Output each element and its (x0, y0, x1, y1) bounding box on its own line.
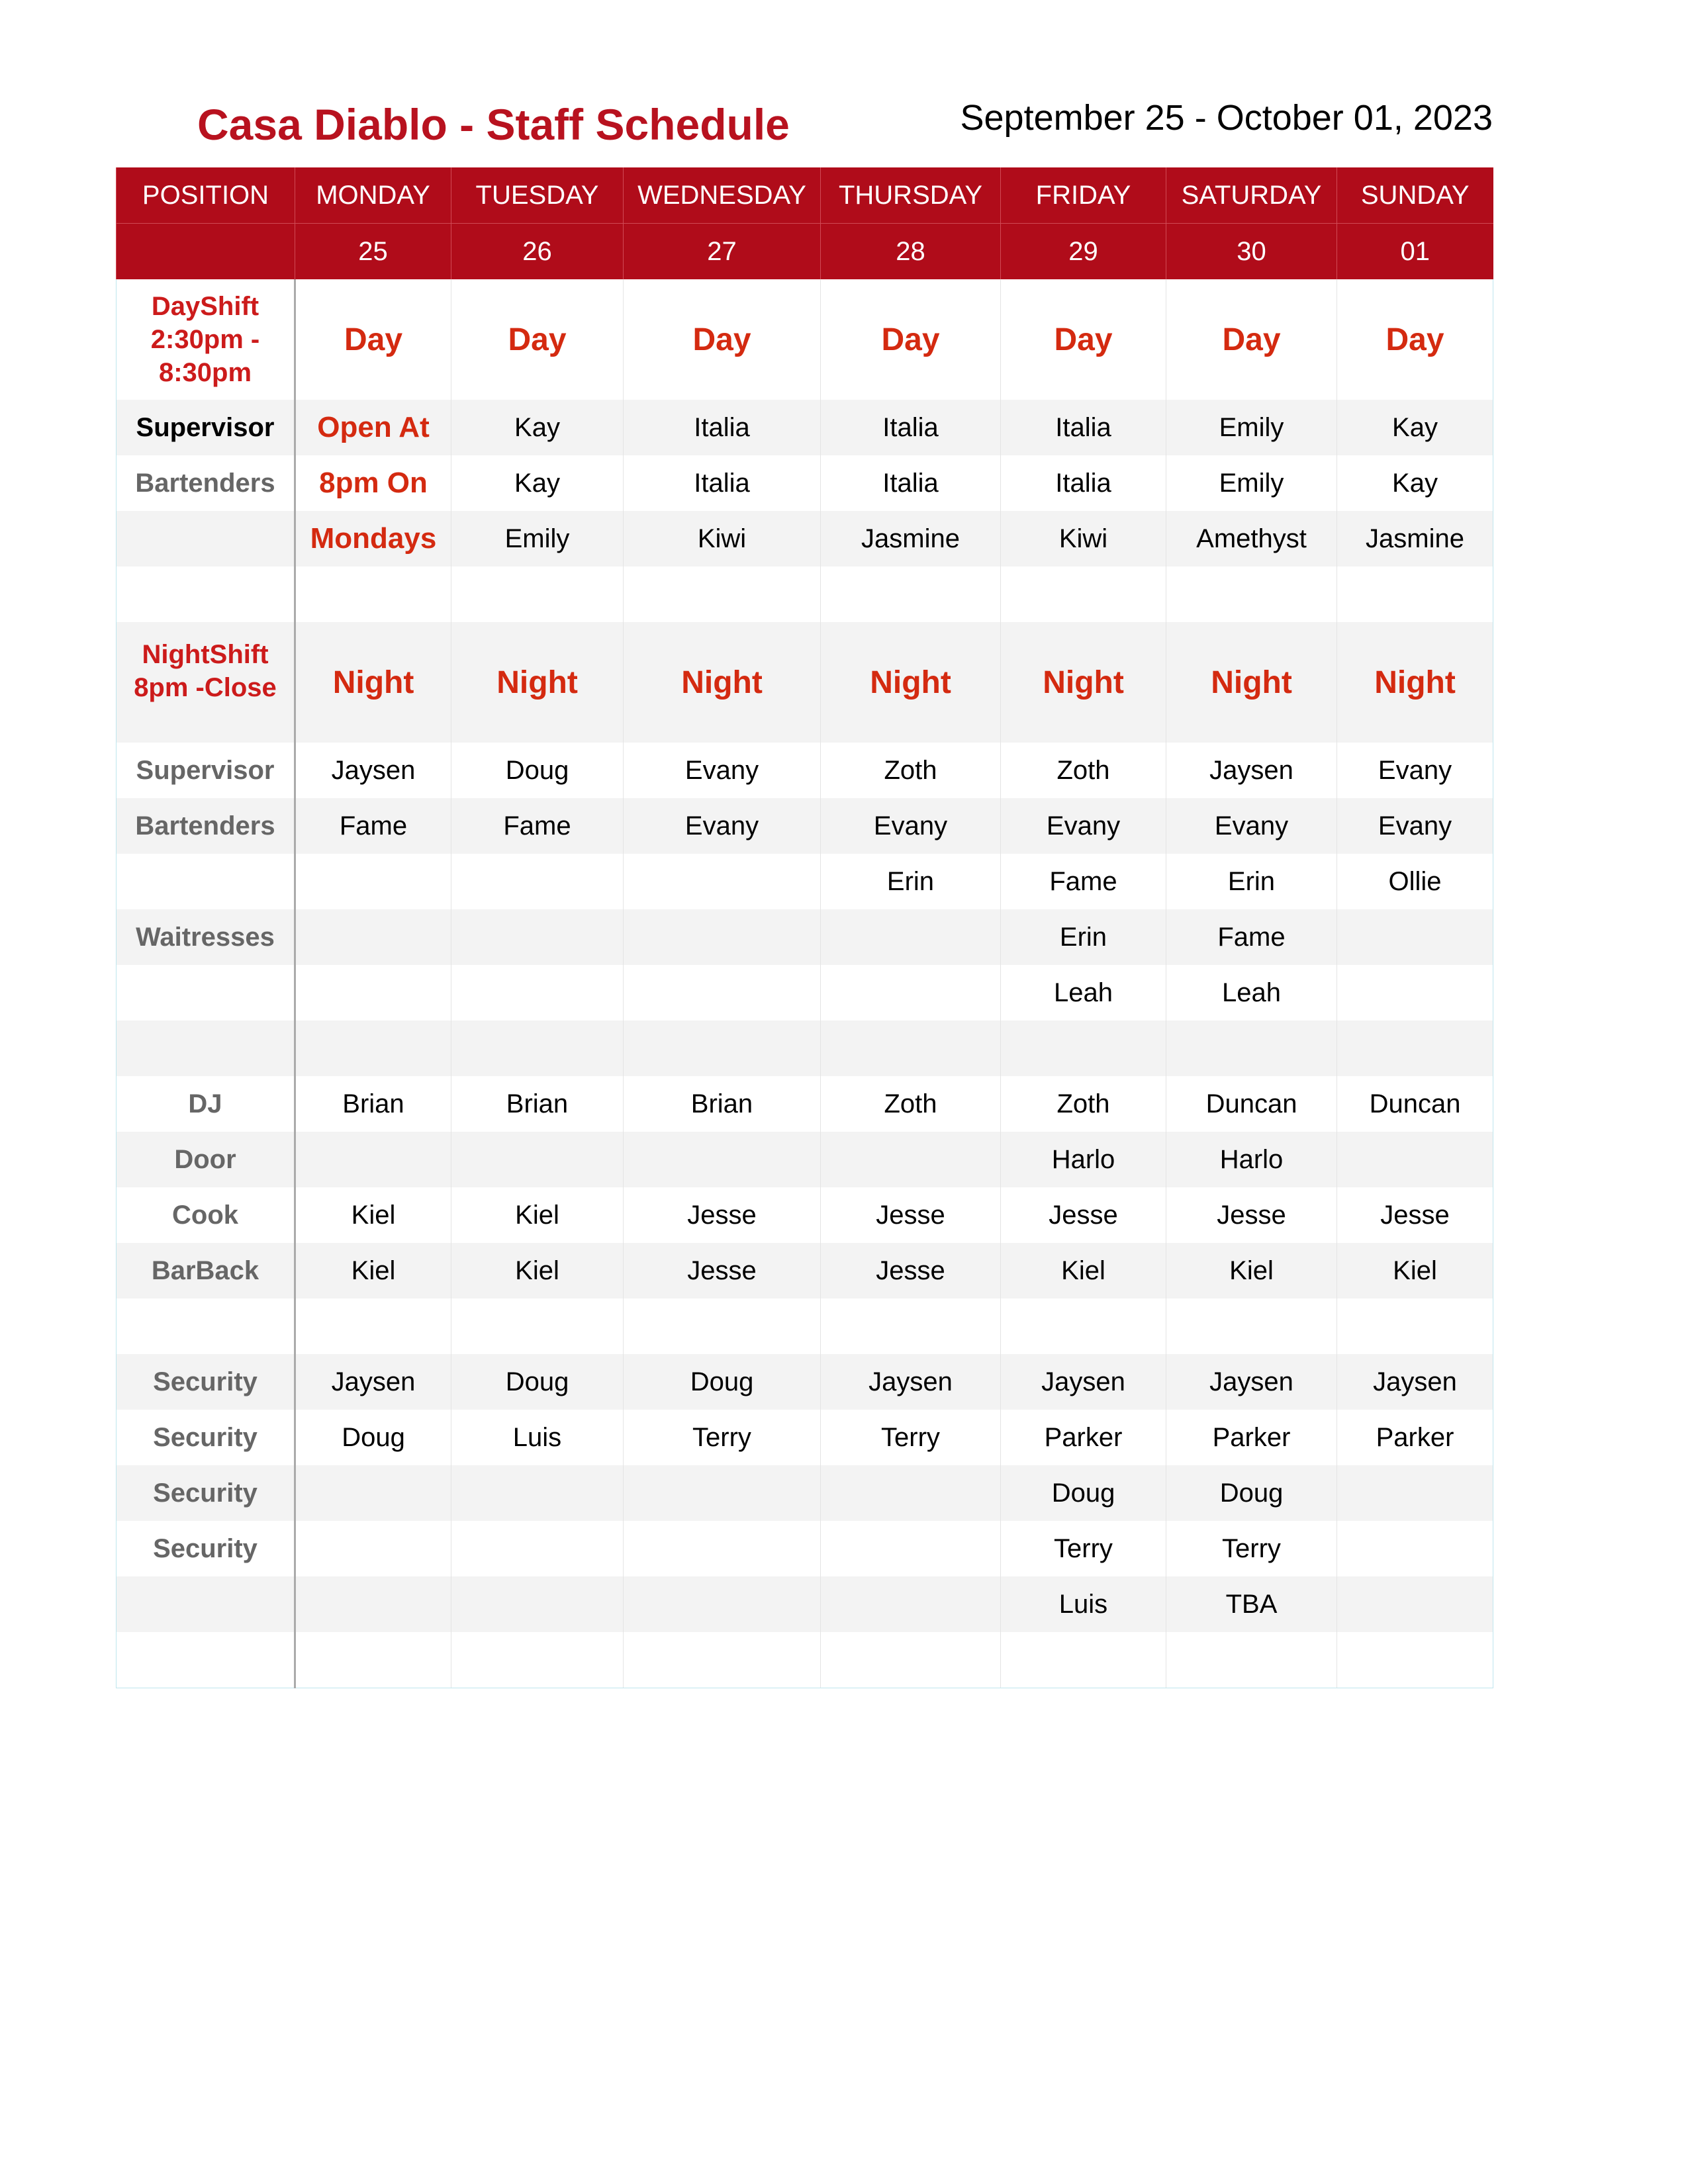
schedule-cell (821, 1632, 1001, 1688)
schedule-cell: Erin (821, 854, 1001, 909)
day-header-row (117, 167, 1493, 224)
dayshift-label: DayShift 2:30pm - 8:30pm (117, 279, 295, 400)
schedule-cell (821, 965, 1001, 1021)
schedule-cell (624, 1132, 821, 1187)
schedule-cell (451, 854, 624, 909)
schedule-cell (295, 1465, 451, 1521)
position-label (117, 567, 295, 622)
schedule-cell: Kiel (295, 1187, 451, 1243)
schedule-cell (295, 1632, 451, 1688)
position-label (117, 965, 295, 1021)
schedule-cell (295, 1298, 451, 1354)
date-header (117, 224, 295, 280)
position-label (117, 1576, 295, 1632)
schedule-cell: Kay (451, 400, 624, 455)
table-row (117, 567, 1493, 622)
schedule-cell: Jesse (1001, 1187, 1166, 1243)
schedule-cell: Jesse (821, 1187, 1001, 1243)
table-row (117, 798, 1493, 854)
schedule-cell: Jaysen (1166, 743, 1337, 798)
column-header: MONDAY (295, 167, 451, 224)
schedule-cell (451, 1021, 624, 1076)
schedule-cell: Terry (1001, 1521, 1166, 1576)
schedule-cell: Fame (1166, 909, 1337, 965)
table-row (117, 1187, 1493, 1243)
schedule-cell: Duncan (1166, 1076, 1337, 1132)
table-row (117, 400, 1493, 455)
schedule-cell: Italia (1001, 455, 1166, 511)
schedule-cell: Kiel (1166, 1243, 1337, 1298)
table-row (117, 909, 1493, 965)
table-row (117, 1298, 1493, 1354)
date-header: 29 (1001, 224, 1166, 280)
schedule-cell: Ollie (1337, 854, 1493, 909)
schedule-cell: TBA (1166, 1576, 1337, 1632)
position-label (117, 1632, 295, 1688)
schedule-cell: Night (1166, 622, 1337, 743)
schedule-cell: Emily (1166, 455, 1337, 511)
schedule-cell (451, 1576, 624, 1632)
position-label: Door (117, 1132, 295, 1187)
schedule-cell: Emily (451, 511, 624, 567)
schedule-cell: Jesse (1166, 1187, 1337, 1243)
schedule-cell: Doug (624, 1354, 821, 1410)
schedule-cell: Brian (451, 1076, 624, 1132)
table-row (117, 965, 1493, 1021)
schedule-cell: Jaysen (821, 1354, 1001, 1410)
schedule-cell: Jasmine (1337, 511, 1493, 567)
schedule-cell (1337, 909, 1493, 965)
schedule-cell: Night (624, 622, 821, 743)
table-row (117, 1021, 1493, 1076)
schedule-cell: Brian (624, 1076, 821, 1132)
schedule-cell: Fame (295, 798, 451, 854)
schedule-cell: Jaysen (1166, 1354, 1337, 1410)
schedule-cell (821, 909, 1001, 965)
table-row (117, 622, 1493, 743)
schedule-cell (821, 1465, 1001, 1521)
date-header: 30 (1166, 224, 1337, 280)
schedule-cell: 8pm On (295, 455, 451, 511)
nightshift-label-text: NightShift 8pm -Close (134, 640, 277, 702)
date-header: 28 (821, 224, 1001, 280)
schedule-body (117, 279, 1493, 1688)
column-header: SUNDAY (1337, 167, 1493, 224)
position-label: Waitresses (117, 909, 295, 965)
schedule-cell: Jasmine (821, 511, 1001, 567)
schedule-cell (295, 1021, 451, 1076)
schedule-cell (295, 854, 451, 909)
schedule-cell: Leah (1001, 965, 1166, 1021)
table-row (117, 1410, 1493, 1465)
schedule-cell: Day (1166, 279, 1337, 400)
schedule-cell: Night (451, 622, 624, 743)
position-label: Security (117, 1410, 295, 1465)
schedule-cell: Duncan (1337, 1076, 1493, 1132)
schedule-cell: Evany (1166, 798, 1337, 854)
schedule-cell: Zoth (1001, 743, 1166, 798)
schedule-cell (451, 1132, 624, 1187)
schedule-cell (295, 965, 451, 1021)
schedule-cell: Kiel (1001, 1243, 1166, 1298)
column-header: FRIDAY (1001, 167, 1166, 224)
position-label: Security (117, 1354, 295, 1410)
schedule-cell (821, 1576, 1001, 1632)
schedule-cell: Italia (821, 400, 1001, 455)
schedule-cell (1166, 1021, 1337, 1076)
schedule-cell: Zoth (1001, 1076, 1166, 1132)
schedule-cell: Erin (1001, 909, 1166, 965)
schedule-cell (1001, 1298, 1166, 1354)
schedule-cell (1166, 567, 1337, 622)
schedule-cell: Night (295, 622, 451, 743)
schedule-cell (821, 1521, 1001, 1576)
schedule-cell (1337, 1576, 1493, 1632)
table-row (117, 1576, 1493, 1632)
schedule-cell (451, 1632, 624, 1688)
position-label (117, 1021, 295, 1076)
table-row (117, 455, 1493, 511)
schedule-cell: Doug (1001, 1465, 1166, 1521)
schedule-cell (624, 1465, 821, 1521)
schedule-cell (295, 1132, 451, 1187)
schedule-cell: Fame (1001, 854, 1166, 909)
schedule-cell: Kiel (1337, 1243, 1493, 1298)
schedule-cell: Jesse (624, 1187, 821, 1243)
schedule-cell: Jaysen (295, 1354, 451, 1410)
schedule-cell (624, 1521, 821, 1576)
position-label (117, 854, 295, 909)
schedule-cell: Emily (1166, 400, 1337, 455)
date-header-row (117, 224, 1493, 280)
page-title: Casa Diablo - Staff Schedule (197, 100, 790, 149)
table-row (117, 1076, 1493, 1132)
position-label: Supervisor (117, 743, 295, 798)
schedule-cell: Italia (821, 455, 1001, 511)
schedule-cell (624, 854, 821, 909)
schedule-cell: Jesse (1337, 1187, 1493, 1243)
schedule-cell: Parker (1337, 1410, 1493, 1465)
date-header: 25 (295, 224, 451, 280)
schedule-cell (624, 1576, 821, 1632)
position-label: Security (117, 1465, 295, 1521)
schedule-cell: Day (1337, 279, 1493, 400)
schedule-cell (1337, 1298, 1493, 1354)
schedule-cell (451, 909, 624, 965)
schedule-cell: Parker (1166, 1410, 1337, 1465)
schedule-cell: Italia (624, 400, 821, 455)
schedule-cell (624, 567, 821, 622)
schedule-cell: Terry (624, 1410, 821, 1465)
schedule-cell (1001, 1632, 1166, 1688)
schedule-cell: Doug (1166, 1465, 1337, 1521)
position-label: DJ (117, 1076, 295, 1132)
schedule-cell (624, 1021, 821, 1076)
schedule-cell: Evany (821, 798, 1001, 854)
schedule-cell (624, 1632, 821, 1688)
schedule-cell: Fame (451, 798, 624, 854)
schedule-cell: Terry (1166, 1521, 1337, 1576)
column-header: SATURDAY (1166, 167, 1337, 224)
table-row (117, 1243, 1493, 1298)
schedule-cell: Amethyst (1166, 511, 1337, 567)
table-row (117, 1521, 1493, 1576)
schedule-cell: Kiel (451, 1187, 624, 1243)
schedule-cell: Italia (624, 455, 821, 511)
date-header: 26 (451, 224, 624, 280)
position-label (117, 511, 295, 567)
position-label: Security (117, 1521, 295, 1576)
schedule-cell: Brian (295, 1076, 451, 1132)
schedule-cell: Jaysen (295, 743, 451, 798)
schedule-cell (821, 1298, 1001, 1354)
schedule-cell: Mondays (295, 511, 451, 567)
schedule-cell: Day (451, 279, 624, 400)
date-range: September 25 - October 01, 2023 (960, 98, 1493, 138)
schedule-cell: Harlo (1166, 1132, 1337, 1187)
schedule-cell: Evany (1001, 798, 1166, 854)
schedule-cell: Night (1337, 622, 1493, 743)
table-row (117, 1465, 1493, 1521)
schedule-cell: Doug (295, 1410, 451, 1465)
schedule-cell: Evany (624, 743, 821, 798)
position-label: BarBack (117, 1243, 295, 1298)
table-row (117, 279, 1493, 400)
schedule-cell: Doug (451, 1354, 624, 1410)
position-label (117, 1298, 295, 1354)
schedule-cell (1001, 567, 1166, 622)
column-header: TUESDAY (451, 167, 624, 224)
schedule-cell: Leah (1166, 965, 1337, 1021)
schedule-cell (1166, 1632, 1337, 1688)
schedule-cell (295, 1521, 451, 1576)
schedule-cell: Kiel (451, 1243, 624, 1298)
schedule-cell: Day (821, 279, 1001, 400)
date-header: 27 (624, 224, 821, 280)
position-label: Supervisor (117, 400, 295, 455)
column-header: POSITION (117, 167, 295, 224)
schedule-cell (1337, 1465, 1493, 1521)
schedule-cell (451, 965, 624, 1021)
schedule-cell (295, 909, 451, 965)
schedule-cell (1337, 1132, 1493, 1187)
schedule-cell: Evany (624, 798, 821, 854)
schedule-cell: Parker (1001, 1410, 1166, 1465)
table-row (117, 511, 1493, 567)
position-label: Bartenders (117, 798, 295, 854)
schedule-cell: Kay (1337, 455, 1493, 511)
schedule-cell: Day (295, 279, 451, 400)
column-header: WEDNESDAY (624, 167, 821, 224)
table-row (117, 1354, 1493, 1410)
schedule-cell: Jaysen (1001, 1354, 1166, 1410)
schedule-cell: Erin (1166, 854, 1337, 909)
schedule-cell: Kiel (295, 1243, 451, 1298)
schedule-cell: Night (821, 622, 1001, 743)
schedule-cell (1166, 1298, 1337, 1354)
schedule-cell (295, 567, 451, 622)
column-header: THURSDAY (821, 167, 1001, 224)
schedule-cell: Night (1001, 622, 1166, 743)
schedule-cell (295, 1576, 451, 1632)
schedule-cell: Open At (295, 400, 451, 455)
position-label: Bartenders (117, 455, 295, 511)
schedule-cell: Kay (1337, 400, 1493, 455)
schedule-cell (624, 909, 821, 965)
schedule-table (116, 167, 1493, 1688)
schedule-cell (1001, 1021, 1166, 1076)
schedule-cell (821, 1132, 1001, 1187)
schedule-cell (1337, 965, 1493, 1021)
schedule-cell: Kiwi (624, 511, 821, 567)
schedule-cell: Day (624, 279, 821, 400)
schedule-cell (1337, 1632, 1493, 1688)
schedule-cell: Luis (1001, 1576, 1166, 1632)
schedule-cell: Jesse (821, 1243, 1001, 1298)
table-row (117, 743, 1493, 798)
schedule-cell (451, 1298, 624, 1354)
schedule-cell (451, 1465, 624, 1521)
schedule-cell (624, 1298, 821, 1354)
schedule-cell: Luis (451, 1410, 624, 1465)
schedule-cell (624, 965, 821, 1021)
schedule-cell: Zoth (821, 743, 1001, 798)
schedule-cell: Kiwi (1001, 511, 1166, 567)
position-label: Cook (117, 1187, 295, 1243)
schedule-cell: Italia (1001, 400, 1166, 455)
schedule-cell (821, 1021, 1001, 1076)
schedule-cell: Harlo (1001, 1132, 1166, 1187)
schedule-cell: Jesse (624, 1243, 821, 1298)
table-row (117, 1132, 1493, 1187)
table-row (117, 1632, 1493, 1688)
schedule-cell (1337, 1521, 1493, 1576)
schedule-cell (451, 567, 624, 622)
schedule-cell (1337, 1021, 1493, 1076)
schedule-cell: Kay (451, 455, 624, 511)
table-row (117, 854, 1493, 909)
schedule-cell: Evany (1337, 743, 1493, 798)
schedule-cell: Evany (1337, 798, 1493, 854)
schedule-cell (1337, 567, 1493, 622)
schedule-cell: Jaysen (1337, 1354, 1493, 1410)
schedule-cell: Doug (451, 743, 624, 798)
schedule-cell: Zoth (821, 1076, 1001, 1132)
schedule-cell (451, 1521, 624, 1576)
date-header: 01 (1337, 224, 1493, 280)
schedule-cell: Terry (821, 1410, 1001, 1465)
schedule-cell: Day (1001, 279, 1166, 400)
schedule-cell (821, 567, 1001, 622)
nightshift-label (117, 622, 295, 743)
